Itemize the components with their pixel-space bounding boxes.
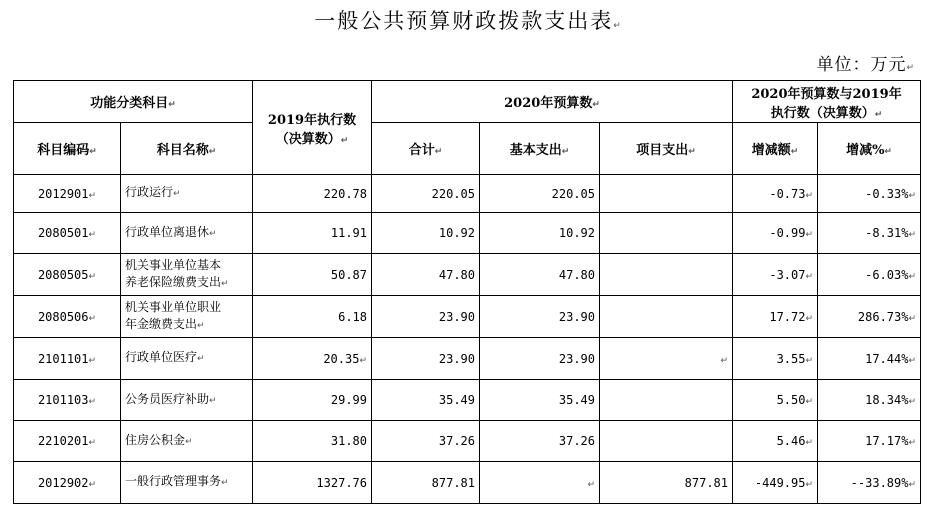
header-row-1 <box>14 81 921 123</box>
cell-pct: 286.73%↵ <box>818 296 921 338</box>
cell-exec2019: 31.80 <box>253 421 372 462</box>
unit-text: 单位：万元 <box>816 55 907 75</box>
cell-basic: ↵ <box>480 462 600 504</box>
cell-code: 2012902↵ <box>14 462 121 504</box>
cell-name: 行政单位医疗↵ <box>121 338 253 380</box>
paragraph-mark-icon: ↵ <box>906 63 915 73</box>
cell-project <box>600 254 733 296</box>
cell-name: 机关事业单位职业 年金缴费支出↵ <box>121 296 253 338</box>
cell-change: -3.07↵ <box>733 254 818 296</box>
cell-total: 23.90 <box>372 296 480 338</box>
cell-change: -0.73↵ <box>733 175 818 213</box>
table-row <box>14 296 921 338</box>
cell-basic: 23.90 <box>480 296 600 338</box>
table-row <box>14 421 921 462</box>
cell-name: 一般行政管理事务↵ <box>121 462 253 504</box>
cell-total: 23.90 <box>372 338 480 380</box>
cell-exec2019: 11.91 <box>253 213 372 254</box>
cell-code: 2101101↵ <box>14 338 121 380</box>
budget-table <box>13 80 921 504</box>
unit-label <box>816 50 915 75</box>
header-code: 科目编码↵ <box>14 123 121 175</box>
cell-pct: -0.33%↵ <box>818 175 921 213</box>
table-row <box>14 338 921 380</box>
cell-change: 3.55↵ <box>733 338 818 380</box>
cell-pct: --33.89%↵ <box>818 462 921 504</box>
table-row <box>14 462 921 504</box>
cell-total: 35.49 <box>372 380 480 421</box>
cell-total: 37.26 <box>372 421 480 462</box>
document-title-text: 一般公共预算财政拨款支出表 <box>314 9 614 33</box>
table-row <box>14 175 921 213</box>
cell-name: 公务员医疗补助↵ <box>121 380 253 421</box>
cell-exec2019: 220.78 <box>253 175 372 213</box>
table-row <box>14 213 921 254</box>
cell-basic: 35.49 <box>480 380 600 421</box>
cell-change: 5.46↵ <box>733 421 818 462</box>
cell-exec2019: 6.18 <box>253 296 372 338</box>
cell-basic: 37.26 <box>480 421 600 462</box>
cell-code: 2080506↵ <box>14 296 121 338</box>
cell-exec2019: 50.87 <box>253 254 372 296</box>
cell-project <box>600 213 733 254</box>
cell-change: -449.95↵ <box>733 462 818 504</box>
header-compare: 2020年预算数与2019年 执行数（决算数）↵ <box>733 81 921 123</box>
cell-name: 住房公积金↵ <box>121 421 253 462</box>
cell-exec2019: 1327.76 <box>253 462 372 504</box>
cell-basic: 220.05 <box>480 175 600 213</box>
cell-basic: 10.92 <box>480 213 600 254</box>
cell-code: 2101103↵ <box>14 380 121 421</box>
cell-project <box>600 175 733 213</box>
table-row <box>14 380 921 421</box>
cell-total: 220.05 <box>372 175 480 213</box>
header-change-pct: 增减%↵ <box>818 123 921 175</box>
cell-pct: 18.34%↵ <box>818 380 921 421</box>
cell-exec2019: 20.35↵ <box>253 338 372 380</box>
cell-total: 877.81 <box>372 462 480 504</box>
header-change-amount: 增减额↵ <box>733 123 818 175</box>
cell-project: 877.81 <box>600 462 733 504</box>
cell-code: 2012901↵ <box>14 175 121 213</box>
cell-pct: -8.31%↵ <box>818 213 921 254</box>
document-title <box>0 5 937 35</box>
header-basic: 基本支出↵ <box>480 123 600 175</box>
header-func-class: 功能分类科目↵ <box>14 81 253 123</box>
cell-change: 17.72↵ <box>733 296 818 338</box>
cell-basic: 23.90 <box>480 338 600 380</box>
cell-name: 行政单位离退休↵ <box>121 213 253 254</box>
header-row-2 <box>14 123 921 175</box>
cell-change: 5.50↵ <box>733 380 818 421</box>
cell-change: -0.99↵ <box>733 213 818 254</box>
header-total: 合计↵ <box>372 123 480 175</box>
cell-code: 2080505↵ <box>14 254 121 296</box>
cell-code: 2080501↵ <box>14 213 121 254</box>
cell-pct: 17.17%↵ <box>818 421 921 462</box>
header-exec-2019: 2019年执行数 （决算数）↵ <box>253 81 372 175</box>
cell-total: 47.80 <box>372 254 480 296</box>
cell-code: 2210201↵ <box>14 421 121 462</box>
cell-total: 10.92 <box>372 213 480 254</box>
header-name: 科目名称↵ <box>121 123 253 175</box>
table-row <box>14 254 921 296</box>
cell-basic: 47.80 <box>480 254 600 296</box>
header-budget-2020: 2020年预算数↵ <box>372 81 733 123</box>
paragraph-mark-icon: ↵ <box>613 21 623 31</box>
cell-pct: 17.44%↵ <box>818 338 921 380</box>
cell-project <box>600 380 733 421</box>
cell-project <box>600 296 733 338</box>
cell-name: 行政运行↵ <box>121 175 253 213</box>
cell-pct: -6.03%↵ <box>818 254 921 296</box>
cell-project: ↵ <box>600 338 733 380</box>
cell-project <box>600 421 733 462</box>
cell-exec2019: 29.99 <box>253 380 372 421</box>
header-project: 项目支出↵ <box>600 123 733 175</box>
cell-name: 机关事业单位基本 养老保险缴费支出↵ <box>121 254 253 296</box>
